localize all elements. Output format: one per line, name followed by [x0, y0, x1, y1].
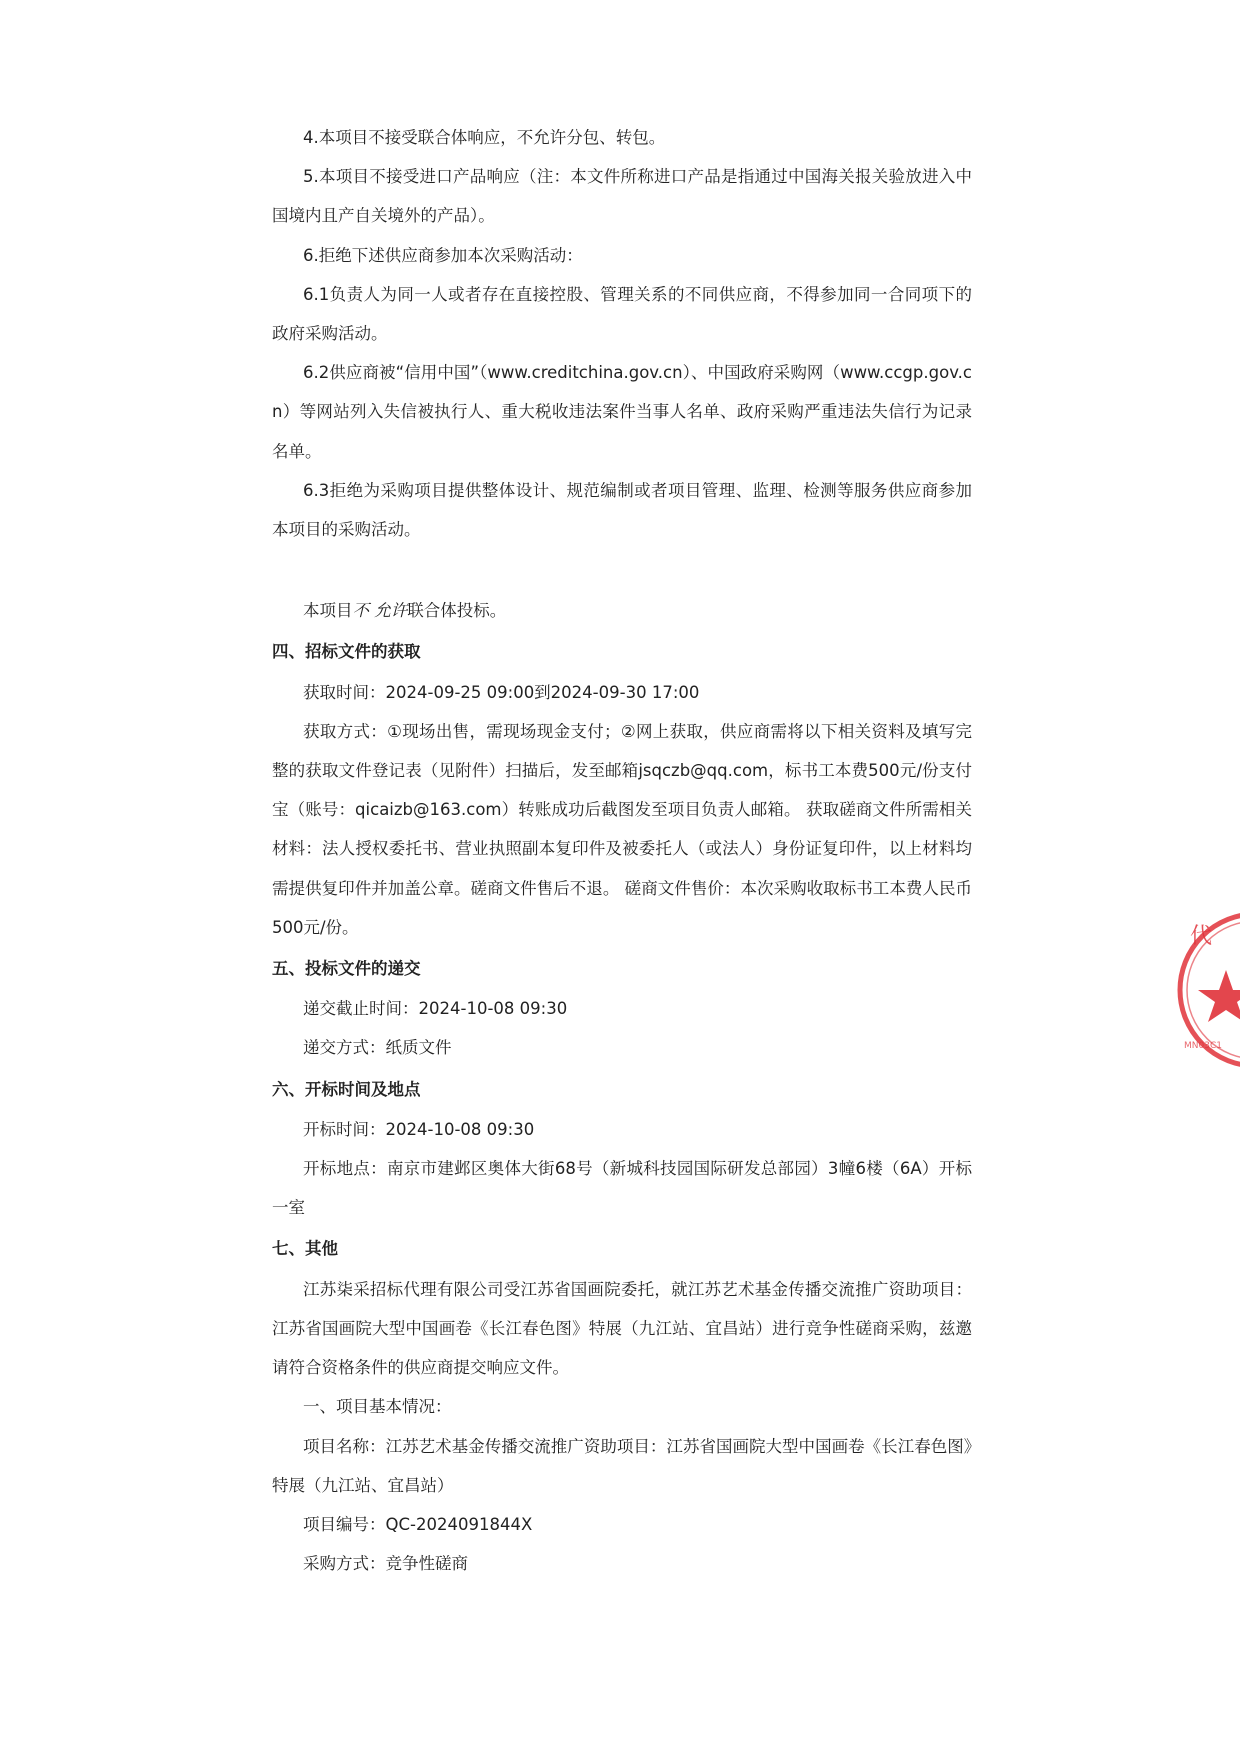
consortium-suffix: 联合体投标。: [407, 601, 507, 621]
acquire-time: 获取时间：2024-09-25 09:00到2024-09-30 17:00: [303, 682, 700, 702]
submit-method: 递交方式：纸质文件: [303, 1038, 452, 1058]
opening-place: 开标地点：南京市建邺区奥体大街68号（新城科技园国际研发总部园）3幢6楼（6A）开标一室: [272, 1159, 972, 1218]
seal-code: MN03C1: [1184, 1041, 1222, 1051]
project-name: 项目名称：江苏艺术基金传播交流推广资助项目：江苏省国画院大型中国画卷《长江春色图》特展（九江站、宜昌站）: [272, 1436, 972, 1495]
other-intro: 江苏柒采招标代理有限公司受江苏省国画院委托，就江苏艺术基金传播交流推广资助项目：江苏省国画院大型中国画卷《长江春色图》特展（九江站、宜昌站）进行竞争性磋商采购，兹邀请符合资格条件的供应商提交响应文件。: [272, 1279, 972, 1378]
section-5-heading: 五、投标文件的递交: [272, 959, 421, 979]
seal-star: [1198, 970, 1240, 1022]
section-7-heading: 七、其他: [272, 1239, 338, 1259]
clause-6-2: 6.2供应商被“信用中国”（www.creditchina.gov.cn）、中国政府采购网（www.ccgp.gov.cn）等网站列入失信被执行人、重大税收违法案件当事人名单、政府采购严重违法失信行为记录名单。: [272, 363, 972, 461]
submit-deadline: 递交截止时间：2024-10-08 09:30: [303, 999, 568, 1019]
project-number: 项目编号：QC-2024091844X: [303, 1514, 533, 1534]
consortium-emphasis: 不 允许: [352, 601, 408, 621]
clause-6-3: 6.3拒绝为采购项目提供整体设计、规范编制或者项目管理、监理、检测等服务供应商参加本项目的采购活动。: [272, 480, 972, 540]
company-seal: [1178, 895, 1240, 1085]
section-4-heading: 四、招标文件的获取: [272, 642, 421, 662]
clause-6-1: 6.1负责人为同一人或者存在直接控股、管理关系的不同供应商，不得参加同一合同项下的政府采购活动。: [272, 284, 972, 344]
consortium-prefix: 本项目: [303, 601, 353, 621]
seal-char: 代: [1190, 924, 1213, 949]
procurement-method: 采购方式：竞争性磋商: [303, 1554, 468, 1574]
clause-5: 5.本项目不接受进口产品响应（注：本文件所称进口产品是指通过中国海关报关验放进入中国境内且产自关境外的产品）。: [272, 167, 972, 226]
clause-6: 6.拒绝下述供应商参加本次采购活动：: [303, 245, 583, 265]
basic-info-heading: 一、项目基本情况：: [303, 1397, 452, 1417]
consortium-statement: [272, 591, 972, 630]
opening-time: 开标时间：2024-10-08 09:30: [303, 1119, 535, 1139]
section-6-heading: 六、开标时间及地点: [272, 1079, 421, 1099]
clause-4: 4.本项目不接受联合体响应，不允许分包、转包。: [303, 128, 666, 147]
document-body: [272, 118, 972, 1583]
blank-gap: [272, 549, 972, 591]
acquire-method: 获取方式：①现场出售，需现场现金支付；②网上获取，供应商需将以下相关资料及填写完整的获取文件登记表（见附件）扫描后，发至邮箱jsqczb@qq.com，标书工本费500元/份支付宝（账号：qicaizb@163.com）转账成功后截图发至项目负责人邮箱。 获取磋商文件所需相关材料：法人授权委托书、营业执照副本复印件及被委托人（或法人）身份证复印件，以上材料均需提供复印件并加盖公章。磋商文件售后不退。 磋商文件售价：本次采购收取标书工本费人民币500元/份。: [272, 721, 972, 937]
